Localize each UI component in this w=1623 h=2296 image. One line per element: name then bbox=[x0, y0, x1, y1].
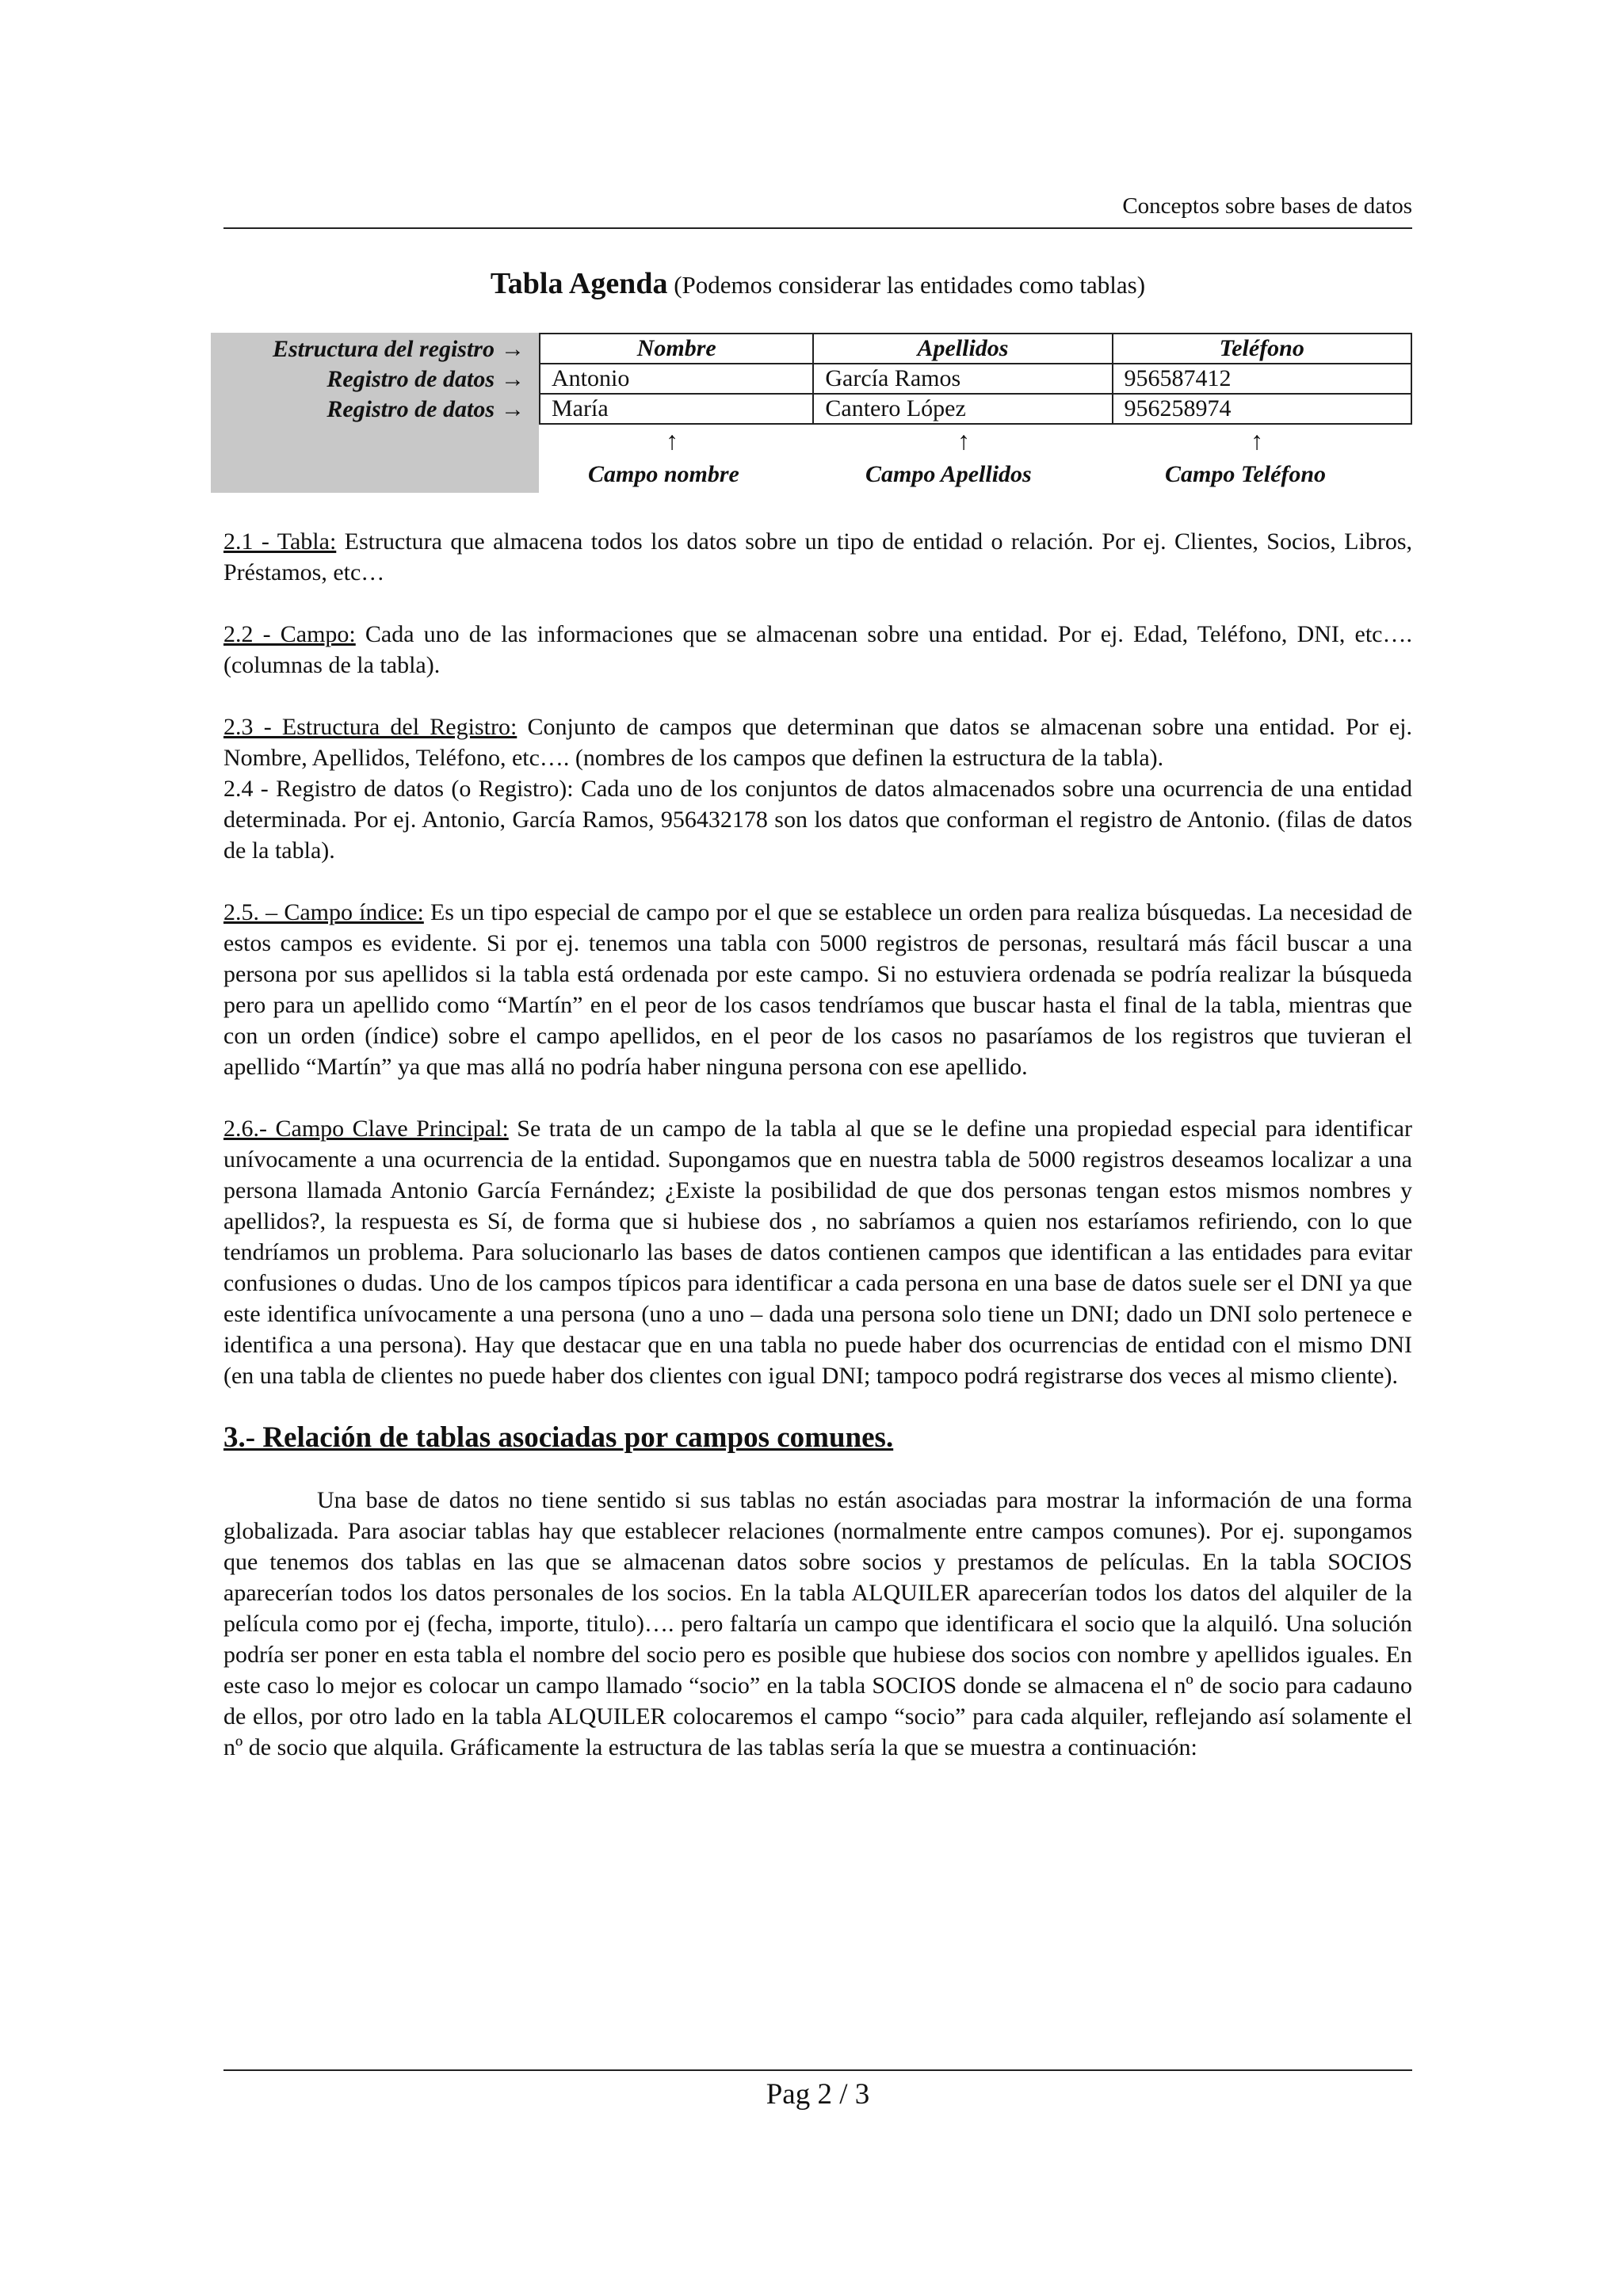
row-label-panel bbox=[211, 333, 539, 493]
table-cell: 956258974 bbox=[1113, 394, 1411, 424]
field-label: Campo Apellidos bbox=[865, 461, 1032, 487]
row-label-text: Registro de datos bbox=[327, 396, 495, 422]
definition-estructura bbox=[223, 711, 1412, 773]
column-header: Nombre bbox=[540, 334, 813, 364]
definition-term: 2.5. – Campo índice: bbox=[223, 899, 424, 925]
right-arrow-icon: → bbox=[501, 366, 525, 392]
definition-campo bbox=[223, 619, 1412, 681]
page-number: Pag 2 / 3 bbox=[766, 2078, 870, 2111]
agenda-title-note: (Podemos considerar las entidades como tablas) bbox=[674, 271, 1146, 299]
table-row bbox=[540, 364, 1411, 394]
column-header: Teléfono bbox=[1113, 334, 1411, 364]
definition-term: 2.3 - Estructura del Registro: bbox=[223, 714, 517, 740]
definition-text: Cada uno de las informaciones que se almacenan sobre una entidad. Por ej. Edad, Teléfono, DNI, etc…. (columnas de la tabla). bbox=[223, 621, 1412, 678]
table-header-row bbox=[540, 334, 1411, 364]
running-header: Conceptos sobre bases de datos bbox=[223, 193, 1412, 229]
table-cell: Cantero López bbox=[813, 394, 1112, 424]
column-header: Apellidos bbox=[813, 334, 1112, 364]
definition-text: Conjunto de campos que determinan que datos se almacenan sobre una entidad. Por ej. Nombre, Apellidos, Teléfono, etc…. (nombres de los campos que definen la estructura de la tabla). bbox=[223, 714, 1412, 771]
up-arrow-icon: ↑ bbox=[1251, 426, 1263, 455]
agenda-title-strong: Tabla Agenda bbox=[490, 267, 668, 300]
table-cell: María bbox=[540, 394, 813, 424]
table-row bbox=[540, 394, 1411, 424]
definition-text: Se trata de un campo de la tabla al que se le define una propiedad especial para identificar unívocamente a una ocurrencia de la entidad. Supongamos que en nuestra tabla de 5000 registros deseamos localizar a una persona llamada Antonio García Fernández; ¿Existe la posibilidad de que dos personas tengan estos mismos nombres y apellidos?, la respuesta es Sí, de forma que si hubiese dos , no sabríamos a quien nos estaríamos refiriendo, con lo que tendríamos un problema. Para solucionarlo las bases de datos contienen campos que identifican a las entidades para evitar confusiones o dudas. Uno de los campos típicos para identificar a cada persona en una base de datos suele ser el DNI ya que este identifica unívocamente a una persona (uno a uno – dada una persona solo tiene un DNI; dado un DNI solo pertenece e identifica a una persona). Hay que destacar que en una tabla no puede haber dos ocurrencias de entidad con el mismo DNI (en una tabla de clientes no puede haber dos clientes con igual DNI; tampoco podrá registrarse dos veces al mismo cliente). bbox=[223, 1116, 1412, 1389]
definition-tabla bbox=[223, 526, 1412, 588]
row-label-structure bbox=[273, 336, 525, 363]
definition-indice bbox=[223, 897, 1412, 1082]
agenda-title bbox=[223, 266, 1412, 301]
field-label: Campo nombre bbox=[588, 461, 739, 487]
row-label-record-1 bbox=[327, 366, 525, 393]
definition-term: 2.2 - Campo: bbox=[223, 621, 356, 647]
definition-clave bbox=[223, 1113, 1412, 1391]
definition-registro: 2.4 - Registro de datos (o Registro): Cada uno de los conjuntos de datos almacenados sobre una ocurrencia de una entidad determinada. Por ej. Antonio, García Ramos, 956432178 son los datos que conforman el registro de Antonio. (filas de datos de la tabla). bbox=[223, 776, 1412, 864]
agenda-table bbox=[539, 333, 1412, 425]
footer-rule bbox=[223, 2069, 1412, 2071]
definition-text: Es un tipo especial de campo por el que se establece un orden para realiza búsquedas. La necesidad de estos campos es evidente. Si por ej. tenemos una tabla con 5000 registros de personas, resultará más fácil buscar a una persona por sus apellidos si la tabla está ordenada por este campo. Si no estuviera ordenada se podría realizar la búsqueda pero para un apellido como “Martín” en el peor de los casos tendríamos que buscar hasta el final de la tabla, mientras que con un orden (índice) sobre el campo apellidos, en el peor de los casos no pasaríamos de los registros que tuvieran el apellido “Martín” ya que mas allá no podría haber ninguna persona con ese apellido. bbox=[223, 899, 1413, 1080]
section-paragraph: Una base de datos no tiene sentido si sus tablas no están asociadas para mostrar la información de una forma globalizada. Para asociar tablas hay que establecer relaciones (normalmente entre campos comunes). Por ej. supongamos que tenemos dos tablas en las que se almacenan datos sobre socios y prestamos de películas. En la tabla SOCIOS aparecerían todos los datos personales de los socios. En la tabla ALQUILER aparecerían todos los datos del alquiler de la película como por ej (fecha, importe, titulo)…. pero faltaría un campo que identificara el socio que la alquiló. Una solución podría ser poner en esta tabla el nombre del socio pero es posible que hubiese dos socios con nombre y apellidos iguales. En este caso lo mejor es colocar un campo llamado “socio” en la tabla SOCIOS donde se almacena el nº de socio para cadauno de ellos, por otro lado en la tabla ALQUILER colocaremos el campo “socio” para cada alquiler, reflejando así solamente el nº de socio que alquila. Gráficamente la estructura de las tablas sería la que se muestra a continuación: bbox=[223, 1487, 1412, 1760]
table-cell: García Ramos bbox=[813, 364, 1112, 394]
field-label: Campo Teléfono bbox=[1165, 461, 1327, 487]
row-label-record-2 bbox=[327, 396, 525, 423]
up-arrow-icon: ↑ bbox=[666, 426, 678, 455]
row-label-text: Estructura del registro bbox=[272, 336, 495, 362]
right-arrow-icon: → bbox=[501, 336, 525, 362]
row-label-text: Registro de datos bbox=[327, 366, 495, 392]
definition-text: Estructura que almacena todos los datos sobre un tipo de entidad o relación. Por ej. Clientes, Socios, Libros, Préstamos, etc… bbox=[223, 528, 1412, 585]
section-heading: 3.- Relación de tablas asociadas por campos comunes. bbox=[223, 1421, 894, 1454]
right-arrow-icon: → bbox=[501, 396, 525, 422]
up-arrow-icon: ↑ bbox=[957, 426, 970, 455]
definition-term: 2.6.- Campo Clave Principal: bbox=[223, 1116, 509, 1142]
definition-term: 2.1 - Tabla: bbox=[223, 528, 337, 555]
document-body bbox=[223, 526, 1412, 1794]
table-cell: Antonio bbox=[540, 364, 813, 394]
table-cell: 956587412 bbox=[1113, 364, 1411, 394]
